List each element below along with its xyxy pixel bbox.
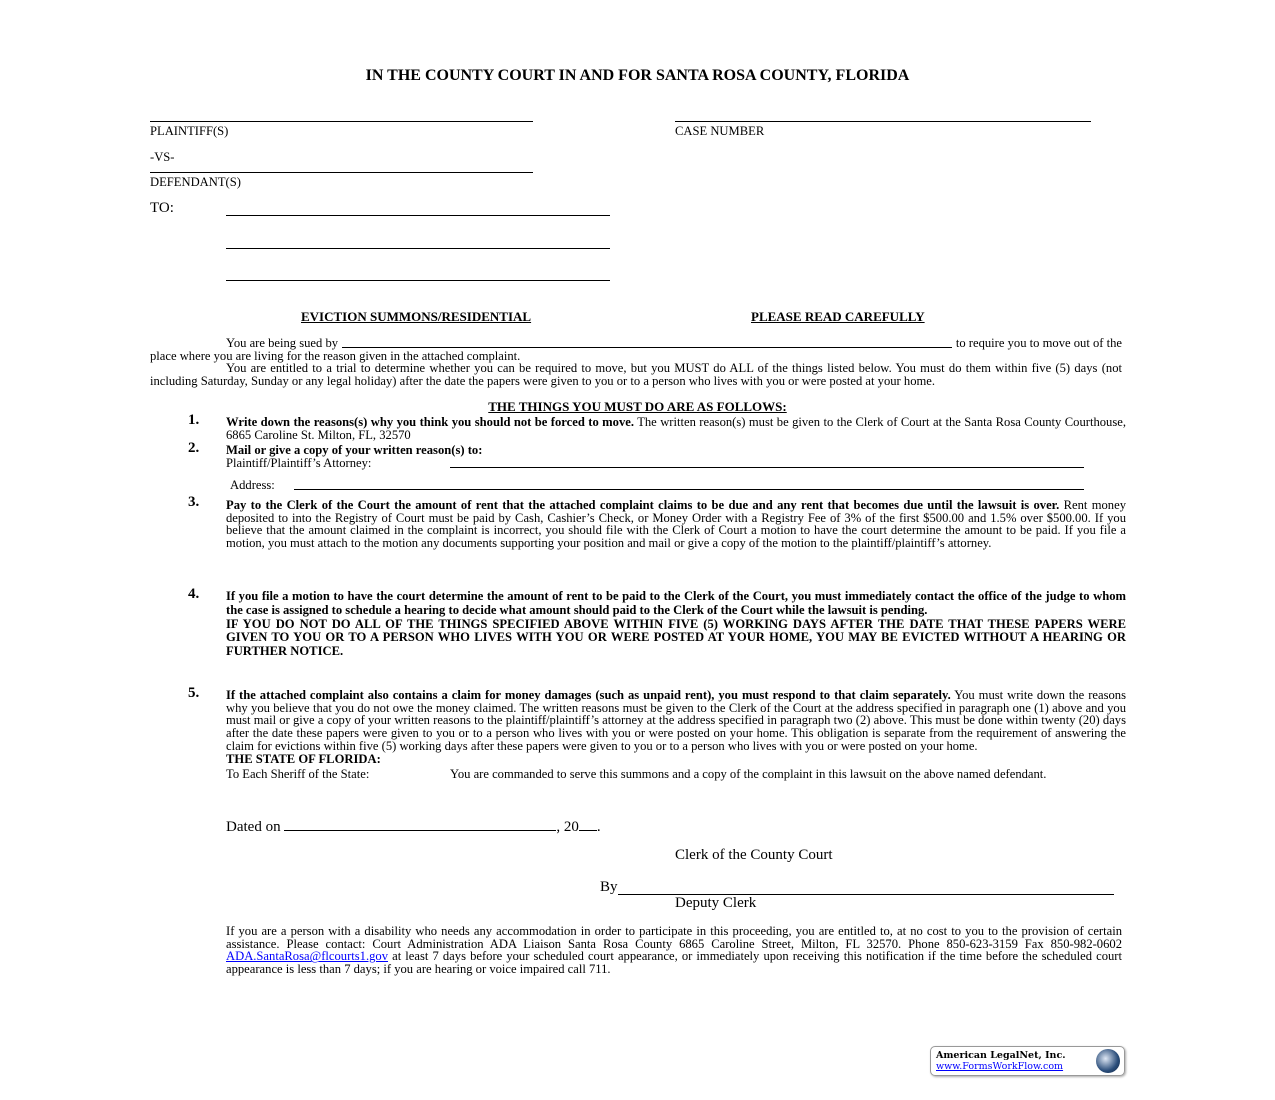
- dated-line: [226, 818, 601, 835]
- sued-by-line[interactable]: [342, 337, 952, 348]
- sued-by-line2: place where you are living for the reason given in the attached complaint.: [150, 348, 521, 363]
- to-label: TO:: [150, 200, 174, 216]
- item-3-text: Rent money deposited to into the Registry of Court must be paid by Cash, Cashier’s Check, or Money Order with a Registry Fee of 3% of the first $500.00 and 1.5% over $500.00. If you believe that the amount claimed in the complaint is incorrect, you should file with the Clerk of Court a motion to have the court determine the amount to be paid. If you file a motion, you must attach to the motion any documents supporting your position and mail or give a copy of the motion to the plaintiff/plaintiff’s attorney.: [226, 498, 1126, 551]
- item-1: [226, 416, 1126, 441]
- footer-badge[interactable]: [930, 1046, 1125, 1076]
- case-number-line[interactable]: [675, 121, 1091, 122]
- dated-label: Dated on: [226, 819, 281, 835]
- sued-by-pre: You are being sued by: [226, 336, 339, 350]
- heading-please-read: PLEASE READ CAREFULLY: [751, 309, 925, 324]
- item-2-bold: Mail or give a copy of your written reason(s) to:: [226, 443, 483, 457]
- item-3-bold: Pay to the Clerk of the Court the amount of rent that the attached complaint claims to be due and any rent that becomes due until the lawsuit is over.: [226, 498, 1060, 512]
- command-text: You are commanded to serve this summons and a copy of the complaint in this lawsuit on the above named defendant.: [450, 767, 1047, 782]
- ada-text-2: at least 7 days before your scheduled court appearance, or immediately upon receiving this notification if the time before the scheduled court appearance is less than 7 days; if you are hearing or voice impaired call 711.: [226, 949, 1122, 977]
- entitled-paragraph: You are entitled to a trial to determine whether you can be required to move, but you MUST do ALL of the things listed below. You must do them within five (5) days (not including Saturday, Sunday or any legal holiday) after the date the papers were given to you or to a person who lives with you or were posted at your home.: [150, 361, 1122, 389]
- clerk-title: Clerk of the County Court: [675, 847, 833, 863]
- court-title: IN THE COUNTY COURT IN AND FOR SANTA ROSA COUNTY, FLORIDA: [365, 67, 910, 84]
- vs-label: -VS-: [150, 150, 175, 164]
- defendant-label: DEFENDANT(S): [150, 175, 241, 189]
- ada-text: If you are a person with a disability who needs any accommodation in order to participate in this proceeding, you are entitled to, at no cost to you to the provision of certain assistance. Please contact: Court Administration ADA Liaison Santa Rosa County 6865 Caroline Street, Milton, FL 32570. Phone 850-623-3159 Fax 850-982-0602: [226, 924, 1122, 951]
- item-4-warning: IF YOU DO NOT DO ALL OF THE THINGS SPECIFIED ABOVE WITHIN FIVE (5) WORKING DAYS AFTER THE DATE THAT THESE PAPERS WERE GIVEN TO YOU OR TO A PERSON WHO LIVES WITH YOU OR WERE POSTED AT YOUR HOME, YOU MAY BE EVICTED WITHOUT A HEARING OR FURTHER NOTICE.: [226, 616, 1126, 659]
- state-heading: THE STATE OF FLORIDA:: [226, 751, 381, 766]
- item-3: [226, 499, 1126, 550]
- attorney-line[interactable]: [450, 457, 1084, 468]
- heading-eviction-summons: EVICTION SUMMONS/RESIDENTIAL: [301, 309, 532, 324]
- item-5: [226, 689, 1126, 781]
- case-number-label: CASE NUMBER: [675, 124, 765, 138]
- to-line-3[interactable]: [226, 280, 610, 281]
- defendant-line[interactable]: [150, 172, 533, 173]
- ada-notice: [226, 925, 1122, 976]
- item-2-number: 2.: [188, 440, 200, 456]
- address-label: Address:: [230, 478, 275, 493]
- intro-section: [150, 337, 1122, 388]
- things-heading: THE THINGS YOU MUST DO ARE AS FOLLOWS:: [488, 399, 787, 414]
- footer-url[interactable]: www.FormsWorkFlow.com: [936, 1061, 1064, 1072]
- item-4-number: 4.: [188, 586, 200, 602]
- item-1-number: 1.: [188, 412, 200, 428]
- item-5-bold: If the attached complaint also contains a claim for money damages (such as unpaid rent), you must respond to that claim separately.: [226, 688, 951, 702]
- sued-by-post: to require you to move out of the: [955, 336, 1122, 350]
- attorney-label: Plaintiff/Plaintiff’s Attorney:: [226, 455, 372, 470]
- address-line[interactable]: [294, 479, 1084, 490]
- year-blank[interactable]: [579, 818, 597, 831]
- globe-logo-icon: [1096, 1049, 1120, 1073]
- to-line-1[interactable]: [226, 215, 610, 216]
- footer-company: American LegalNet, Inc.: [936, 1050, 1066, 1061]
- by-label: By: [600, 879, 618, 895]
- item-5-text: You must write down the reasons why you believe that you do not owe the money claimed. The written reasons must be given to the Clerk of the Court at the address specified in paragraph one (1) above and you must mail or give a copy of your written reasons to the plaintiff/plaintiff’s attorney at the address specified in paragraph two (2) above. This must be done within twenty (20) days after the date these papers were given to you or to a person who lives with you or were posted on your home. This obligation is separate from the requirement of answering the claim for evictions within five (5) working days after these papers were given to you or to a person who lives with you or were posted on your home.: [226, 688, 1126, 753]
- deputy-clerk-label: Deputy Clerk: [675, 895, 757, 911]
- item-1-bold: Write down the reasons(s) why you think you should not be forced to move.: [226, 415, 634, 429]
- dated-end: .: [596, 819, 601, 835]
- ada-email-link[interactable]: ADA.SantaRosa@flcourts1.gov: [226, 949, 389, 964]
- signature-line: [600, 881, 1114, 895]
- item-4: [226, 590, 1126, 659]
- item-1-text: The written reason(s) must be given to the Clerk of Court at the Santa Rosa County Courthouse, 6865 Caroline St. Milton, FL, 32570: [226, 415, 1126, 442]
- year-prefix: , 20: [556, 819, 579, 835]
- to-line-2[interactable]: [226, 248, 610, 249]
- item-3-number: 3.: [188, 494, 200, 510]
- signature-blank[interactable]: [618, 881, 1114, 895]
- plaintiff-label: PLAINTIFF(S): [150, 124, 229, 138]
- plaintiff-line[interactable]: [150, 121, 533, 122]
- sheriff-label: To Each Sheriff of the State:: [226, 767, 370, 782]
- item-4-bold: If you file a motion to have the court determine the amount of rent to be paid to the Clerk of the Court, you must immediately contact the office of the judge to whom the case is assigned to schedule a hearing to decide what amount should paid to the Clerk of the Court while the lawsuit is pending.: [226, 589, 1126, 617]
- item-2: [226, 444, 1126, 492]
- date-blank[interactable]: [284, 818, 556, 831]
- item-5-number: 5.: [188, 685, 200, 701]
